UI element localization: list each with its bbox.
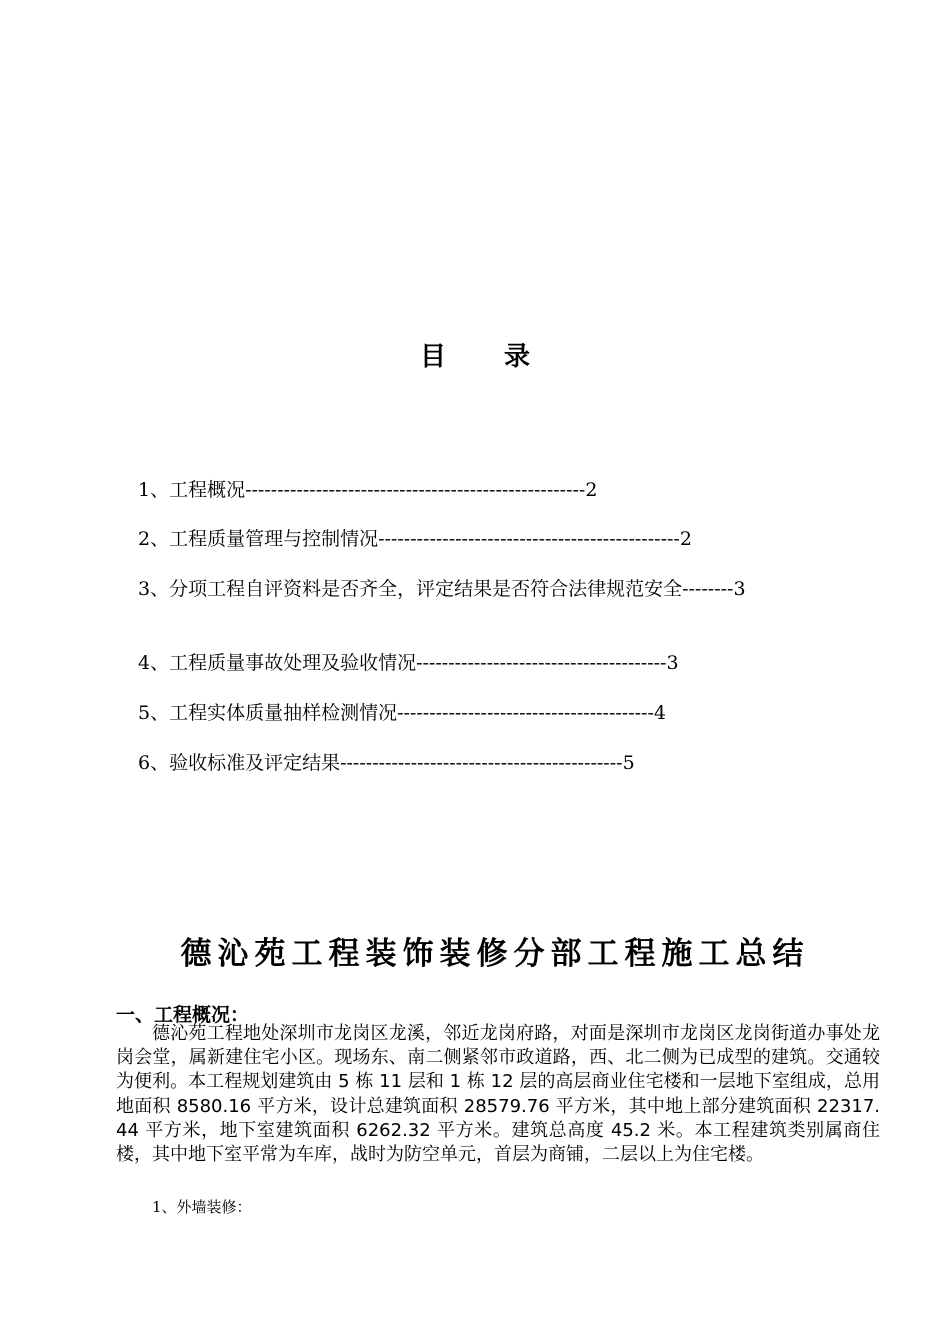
toc-item-label: 1、工程概况 bbox=[138, 479, 246, 501]
toc-item-5 bbox=[116, 701, 880, 726]
toc-item-label: 2、工程质量管理与控制情况 bbox=[138, 528, 379, 550]
toc-item-3 bbox=[116, 577, 880, 602]
toc-item-1 bbox=[116, 478, 880, 503]
toc-item-page: 3 bbox=[733, 578, 746, 600]
toc-item-page: 4 bbox=[653, 702, 666, 724]
toc-item-page: 5 bbox=[622, 752, 635, 774]
toc-item-leader: ----------------------------------------------------- bbox=[245, 479, 586, 501]
subsection-heading: 1、外墙装修： bbox=[152, 1198, 252, 1216]
section-heading: 一、工程概况： bbox=[116, 1004, 250, 1026]
toc-item-page: 3 bbox=[666, 652, 679, 674]
toc-title: 目录 bbox=[419, 342, 588, 372]
toc-item-label: 6、验收标准及评定结果 bbox=[138, 752, 341, 774]
toc-item-leader: ---------------------------------------- bbox=[397, 702, 654, 724]
toc-item-4 bbox=[116, 651, 880, 676]
toc-item-label: 3、分项工程自评资料是否齐全，评定结果是否符合法律规范安全 bbox=[138, 578, 683, 600]
section-body-paragraph: 德沁苑工程地处深圳市龙岗区龙溪，邻近龙岗府路，对面是深圳市龙岗区龙岗街道办事处龙岗会堂，属新建住宅小区。现场东、南二侧紧邻市政道路，西、北二侧为已成型的建筑。交通较为便利。本工程规划建筑由 5 栋 11 层和 1 栋 12 层的高层商业住宅楼和一层地下室组成，总用地面积 8580.16 平方米，设计总建筑面积 28579.76 平方米，其中地上部分建筑面积 22317.44 平方米，地下室建筑面积 6262.32 平方米。建筑总高度 45.2 米。本工程建筑类别属商住楼，其中地下室平常为车库，战时为防空单元，首层为商铺，二层以上为住宅楼。 bbox=[116, 1023, 880, 1166]
toc-item-6 bbox=[116, 751, 880, 776]
toc-item-leader: --------------------------------------- bbox=[416, 652, 667, 674]
toc-item-label: 5、工程实体质量抽样检测情况 bbox=[138, 702, 398, 724]
toc-item-page: 2 bbox=[679, 528, 692, 550]
toc-item-leader: -------------------------------------------- bbox=[340, 752, 623, 774]
toc-item-page: 2 bbox=[585, 479, 598, 501]
toc-item-label: 4、工程质量事故处理及验收情况 bbox=[138, 652, 417, 674]
document-title: 德沁苑工程装饰装修分部工程施工总结 bbox=[180, 936, 810, 972]
toc-item-2 bbox=[116, 527, 880, 552]
toc-item-leader: ----------------------------------------------- bbox=[378, 528, 680, 550]
toc-item-leader: -------- bbox=[682, 578, 734, 600]
